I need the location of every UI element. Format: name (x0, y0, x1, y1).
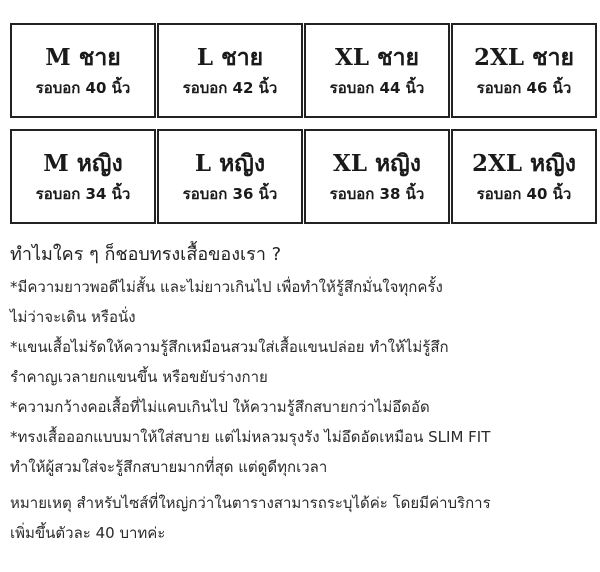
size-title: 2XL ชาย (473, 43, 575, 71)
feature-line: รำคาญเวลายกแขนขึ้น หรือขยับร่างกาย (10, 368, 268, 386)
size-title: L ชาย (196, 43, 264, 71)
size-card-xl-women (304, 129, 450, 224)
feature-line: *ทรงเสื้อออกแบบมาให้ใส่สบาย แต่ไม่หลวมรุงรัง ไม่อึดอัดเหมือน SLIM FIT (10, 428, 491, 446)
size-title: XL ชาย (334, 43, 420, 71)
feature-line: *ความกว้างคอเสื้อที่ไม่แคบเกินไป ให้ความรู้สึกสบายกว่าไม่อึดอัด (10, 398, 430, 416)
size-title: XL หญิง (332, 149, 421, 177)
size-title: M ชาย (45, 43, 121, 71)
size-title: M หญิง (43, 149, 123, 177)
chest-measurement: รอบอก 44 นิ้ว (329, 78, 425, 97)
description-heading: ทำไมใคร ๆ ก็ชอบทรงเสื้อของเรา ? (10, 244, 282, 265)
size-card-2xl-women (451, 129, 597, 224)
size-card-l-women (157, 129, 303, 224)
chest-measurement: รอบอก 46 นิ้ว (476, 78, 572, 97)
chest-measurement: รอบอก 42 นิ้ว (182, 78, 278, 97)
chest-measurement: รอบอก 36 นิ้ว (182, 184, 278, 203)
feature-line: ทำให้ผู้สวมใส่จะรู้สึกสบายมากที่สุด แต่ดูดีทุกเวลา (10, 458, 328, 476)
size-title: L หญิง (194, 149, 266, 177)
chest-measurement: รอบอก 38 นิ้ว (329, 184, 425, 203)
size-card-xl-men (304, 23, 450, 118)
size-card-m-women (10, 129, 156, 224)
chest-measurement: รอบอก 40 นิ้ว (35, 78, 131, 97)
note-line: หมายเหตุ สำหรับไซส์ที่ใหญ่กว่าในตารางสามารถระบุได้ค่ะ โดยมีค่าบริการ (10, 494, 491, 512)
product-description (10, 240, 595, 548)
feature-line: *มีความยาวพอดีไม่สั้น และไม่ยาวเกินไป เพื่อทำให้รู้สึกมั่นใจทุกครั้ง (10, 278, 443, 296)
size-chart-grid (0, 0, 600, 232)
chest-measurement: รอบอก 40 นิ้ว (476, 184, 572, 203)
size-title: 2XL หญิง (471, 149, 577, 177)
note-line: เพิ่มขึ้นตัวละ 40 บาทค่ะ (10, 524, 166, 542)
chest-measurement: รอบอก 34 นิ้ว (35, 184, 131, 203)
size-card-2xl-men (451, 23, 597, 118)
feature-line: ไม่ว่าจะเดิน หรือนั่ง (10, 308, 136, 326)
size-card-m-men (10, 23, 156, 118)
size-card-l-men (157, 23, 303, 118)
feature-line: *แขนเสื้อไม่รัดให้ความรู้สึกเหมือนสวมใส่เสื้อแขนปล่อย ทำให้ไม่รู้สึก (10, 338, 449, 356)
